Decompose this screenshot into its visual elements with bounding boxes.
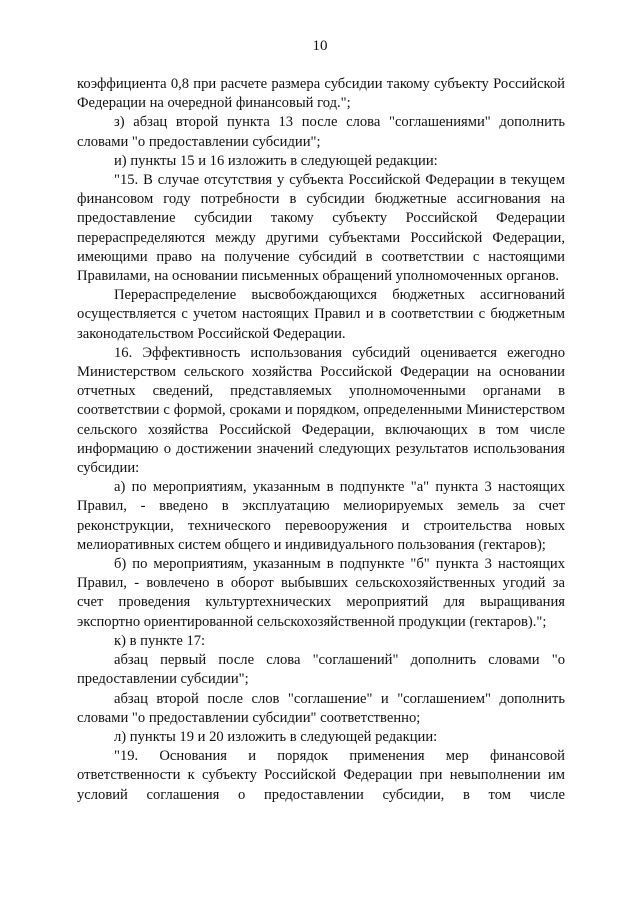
paragraph-subpoint-a: а) по мероприятиям, указанным в подпункте "а" пункта 3 настоящих Правил, - введено в эксплуатацию мелиорируемых земель за счет реконструкции, технического перевооружения и строительства новых мелиоративных систем общего и индивидуального пользования (гектаров); [77, 479, 565, 553]
paragraph-point-16: 16. Эффективность использования субсидий оценивается ежегодно Министерством сельского хозяйства Российской Федерации на основании отчетных сведений, представляемых уполномоченными органами в соответствии с формой, сроками и порядком, определенными Министерством сельского хозяйства Российской Федерации, включающих в том числе информацию о достижении значений следующих результатов использования субсидии: [77, 344, 565, 477]
paragraph-item-l: л) пункты 19 и 20 изложить в следующей редакции: [114, 728, 438, 745]
document-body [77, 75, 565, 805]
paragraph-continuation: коэффициента 0,8 при расчете размера субсидии такому субъекту Российской Федерации на очередной финансовый год."; [77, 76, 565, 112]
paragraph-item-k: к) в пункте 17: [114, 632, 206, 649]
paragraph-item-i: и) пункты 15 и 16 изложить в следующей редакции: [114, 152, 438, 169]
page-number: 10 [312, 38, 328, 54]
paragraph-redistribution: Перераспределение высвобождающихся бюджетных ассигнований осуществляется с учетом настоящих Правил и в соответствии с бюджетным законодательством Российской Федерации. [77, 287, 565, 342]
paragraph-first-abzac: абзац первый после слова "соглашений" дополнить словами "о предоставлении субсидии"; [77, 652, 565, 688]
paragraph-item-z: з) абзац второй пункта 13 после слова "соглашениями" дополнить словами "о предоставлении субсидии"; [77, 114, 565, 150]
paragraph-second-abzac: абзац второй после слов "соглашение" и "соглашением" дополнить словами "о предоставлении субсидии" соответственно; [77, 690, 565, 726]
paragraph-point-15: "15. В случае отсутствия у субъекта Российской Федерации в текущем финансовом году потребности в субсидии бюджетные ассигнования на предоставление субсидии такому субъекту Российской Федерации перераспределяются между другими субъектами Российской Федерации, имеющими право на получение субсидий в соответствии с настоящими Правилами, на основании письменных обращений уполномоченных органов. [77, 172, 565, 285]
paragraph-point-19: "19. Основания и порядок применения мер финансовой ответственности к субъекту Российской Федерации при невыполнении им условий соглашения о предоставлении субсидии, в том числе [77, 748, 565, 803]
paragraph-subpoint-b: б) по мероприятиям, указанным в подпункте "б" пункта 3 настоящих Правил, - вовлечено в оборот выбывших сельскохозяйственных угодий за счет проведения культуртехнических мероприятий для выращивания экспортно ориентированной сельскохозяйственной продукции (гектаров)."; [77, 556, 565, 630]
